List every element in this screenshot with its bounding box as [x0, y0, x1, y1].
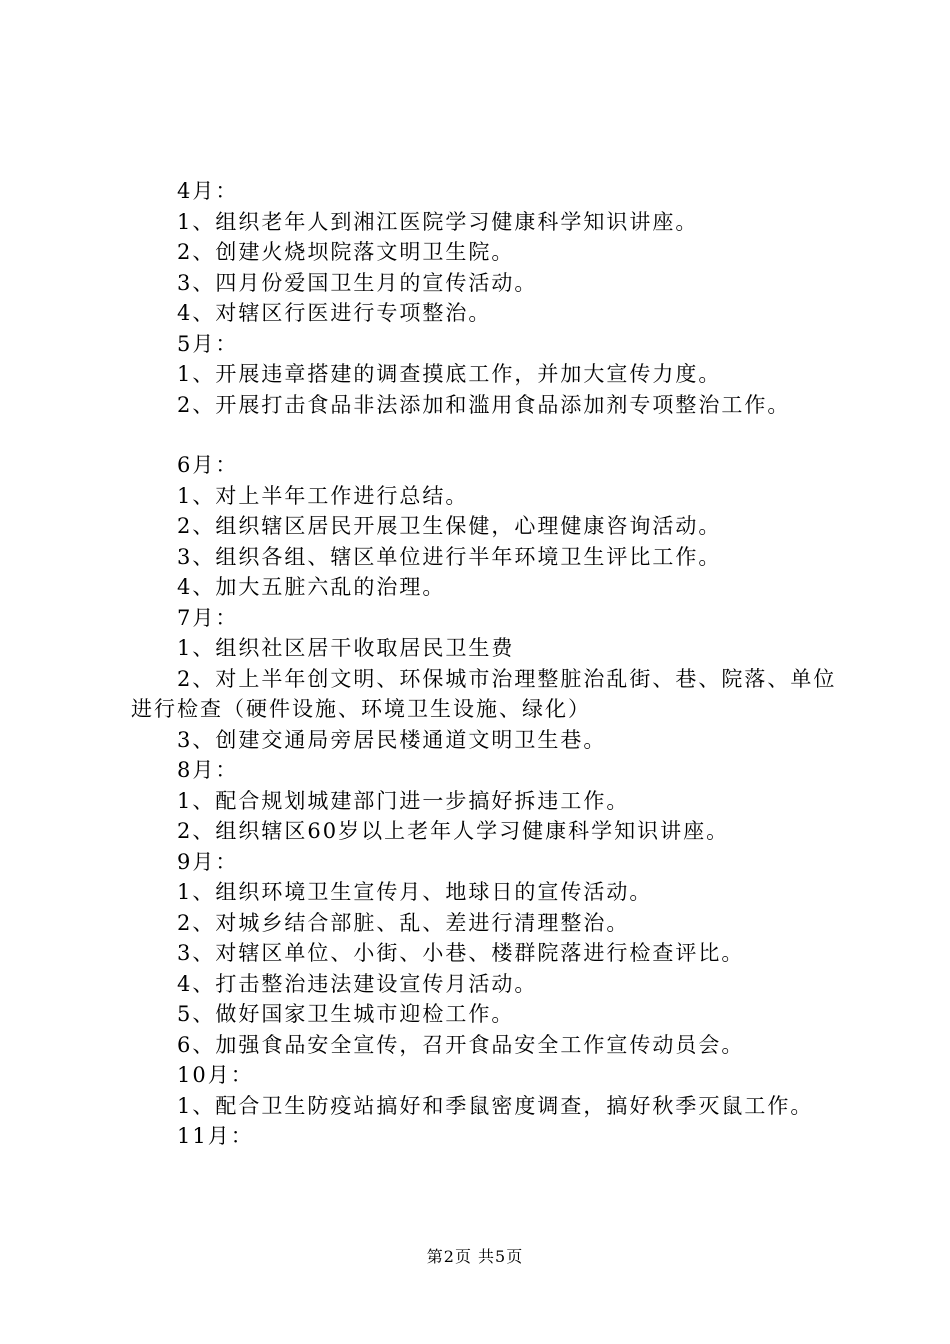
list-item: 1、开展违章搭建的调查摸底工作，并加大宣传力度。 — [177, 362, 722, 386]
list-item: 6、加强食品安全宣传，召开食品安全工作宣传动员会。 — [177, 1032, 745, 1057]
list-item: 1、组织老年人到湘江医院学习健康科学知识讲座。 — [177, 209, 699, 234]
document-body — [131, 176, 861, 1152]
list-item: 1、配合规划城建部门进一步搞好拆违工作。 — [177, 788, 630, 813]
list-item: 2、对城乡结合部脏、乱、差进行清理整治。 — [177, 910, 630, 935]
list-item: 5、做好国家卫生城市迎检工作。 — [177, 1002, 515, 1026]
month-heading-september: 9月： — [177, 849, 239, 874]
list-item: 4、打击整治违法建设宣传月活动。 — [177, 971, 538, 996]
month-heading-november: 11月： — [177, 1124, 254, 1148]
month-heading-april: 4月： — [177, 179, 239, 203]
section-july-october — [131, 725, 861, 1152]
month-heading-june: 6月： — [177, 453, 239, 477]
list-item-wrapped: 1、配合卫生防疫站搞好和季鼠密度调查，搞好秋季灭鼠工作。 — [177, 1093, 814, 1118]
list-item: 3、组织各组、辖区单位进行半年环境卫生评比工作。 — [177, 544, 722, 569]
list-item: 1、组织环境卫生宣传月、地球日的宣传活动。 — [177, 880, 653, 904]
paragraph-gap — [131, 420, 861, 450]
list-item: 2、创建火烧坝院落文明卫生院。 — [177, 240, 515, 264]
month-heading-may: 5月： — [177, 331, 239, 356]
list-item: 1、组织社区居干收取居民卫生费 — [177, 636, 515, 660]
list-item: 4、加大五脏六乱的治理。 — [177, 575, 446, 599]
month-heading-july: 7月： — [177, 605, 239, 630]
month-heading-august: 8月： — [177, 758, 239, 782]
list-item: 1、对上半年工作进行总结。 — [177, 483, 469, 508]
list-item: 3、创建交通局旁居民楼通道文明卫生巷。 — [177, 727, 607, 752]
page-footer: 第2页 共5页 — [426, 1247, 524, 1266]
section-june-july — [131, 450, 861, 725]
list-item: 4、对辖区行医进行专项整治。 — [177, 301, 492, 325]
section-april-may — [131, 176, 861, 420]
list-item: 2、开展打击食品非法添加和滥用食品添加剂专项整治工作。 — [177, 392, 791, 417]
list-item: 2、组织辖区60岁以上老年人学习健康科学知识讲座。 — [177, 819, 730, 843]
list-item: 2、组织辖区居民开展卫生保健，心理健康咨询活动。 — [177, 514, 722, 538]
list-item: 3、对辖区单位、小街、小巷、楼群院落进行检查评比。 — [177, 941, 745, 965]
list-item-wrapped: 2、对上半年创文明、环保城市治理整脏治乱街、巷、院落、单位进行检查（硬件设施、环境卫生设施、绿化） — [131, 666, 837, 721]
month-heading-october: 10月： — [177, 1063, 254, 1087]
list-item: 3、四月份爱国卫生月的宣传活动。 — [177, 270, 538, 295]
